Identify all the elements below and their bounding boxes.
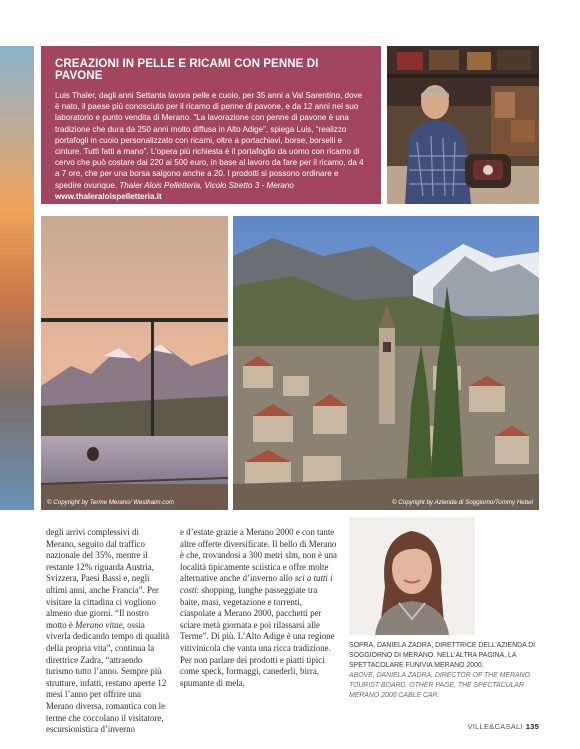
contact-address: Thaler Alois Pelletteria, Vicolo Stretto 3 - Merano <box>119 180 294 190</box>
caption-italian: SOPRA, DANIELA ZADRA, DIRETTRICE DELL’AZIENDA DI SOGGIORNO DI MERANO. NELL’ALTRA PAGINA, LA SPETTACOLARE FUNIVIA MERANO 2000. <box>349 642 536 669</box>
feature-box-text <box>55 90 367 202</box>
feature-box <box>41 46 381 204</box>
page-folio <box>468 722 539 731</box>
feature-box-title: CREAZIONI IN PELLE E RICAMI CON PENNE DI PAVONE <box>55 58 319 82</box>
craftsman-photo <box>387 46 539 204</box>
body-column-1 <box>46 527 170 736</box>
thermal-pool-photo <box>41 216 228 510</box>
feature-box-body: Luis Thaler, dagli anni Settanta lavora pelle e cuoio, per 35 anni a Val Sarentino, dove è nato, il paese più conosciuto per il ricamo di penne di pavone, e da 12 anni nel suo laboratorio e punto vendita di Merano. “La lavorazione con penne di pavone è una tradizione che dura da 250 anni molto diffusa in Alto Adige”, spiega Luis, “realizzo portafogli in cuoio personalizzato con ricami, oltre a portachiavi, borse, borselli e cinture. Tutti fatti a mano”. L’opera più richiesta è il portafoglio da uomo con ricamo di cervo che può costare dai 220 ai 500 euro, in base al lavoro da fare per il ricamo, da 4 a 7 ore, che per una borsa salgono anche a 20. I prodotti si possono ordinare e spedire ovunque. <box>55 91 364 190</box>
body-column-2 <box>180 527 338 689</box>
merano-town-photo <box>233 216 539 510</box>
body-paragraph-1: degli arrivi complessivi di Merano, seguito dal traffico nazionale del 35%, mentre il restante 12% riguarda Austria, Svizzera, Paesi Bassi e, negli ultimi anni, anche Francia”. Per visitare la cittadina ci vogliono almeno due giorni. “Il nostro motto è Merano vitae, ossia viverla dedicando tempo di qualità della propria vita”, continua la direttrice Zadra, “attraendo turismo tutto l’anno. Sempre più strutture, infatti, restano aperte 12 mesi l’anno per offrire una Merano diversa, romantica con le terme che coccolano il visitatore, escursionistica d’inverno <box>46 527 170 735</box>
pool-photo-credit: © Copyright by Terme Merano/ Westhaim.com <box>47 499 174 506</box>
caption-english: ABOVE, DANIELA ZADRA, DIRECTOR OF THE MERANO TOURIST BOARD. OTHER PAGE, THE SPECTACULAR MERANO 2000 CABLE CAR. <box>349 672 530 699</box>
town-photo-credit: © Copyright by Azienda di Soggiorno/Tommy Hebel <box>392 499 533 506</box>
website-link[interactable]: www.thaleraloispelletteria.it <box>55 191 162 201</box>
daniela-zadra-portrait <box>349 517 475 635</box>
body-paragraph-2: e d’estate grazie a Merano 2000 e con tante altre offerte diversificate. Il bello di Merano è che, trovandosi a 300 metri slm, non è una località tipicamente sciistica e offre molte alternative anche d’inverno allo sci a tutti i costi: shopping, lunghe passeggiate tra baite, masi, vegetazione e torrenti, ciaspolate a Merano 2000, pacchetti per sciare metà giornata e poi rilassarsi alle Terme”. Di più. L’Alto Adige è una regione vitivinicola che vanta una ricca tradizione. Per non parlare dei prodotti e piatti tipici come speck, formaggi, canederli, birra, spumante di mela, <box>180 527 337 688</box>
magazine-name: VILLE&CASALI <box>467 722 523 731</box>
page-number: 135 <box>525 722 539 731</box>
portrait-caption <box>349 641 539 701</box>
previous-page-photo-edge <box>0 46 34 510</box>
